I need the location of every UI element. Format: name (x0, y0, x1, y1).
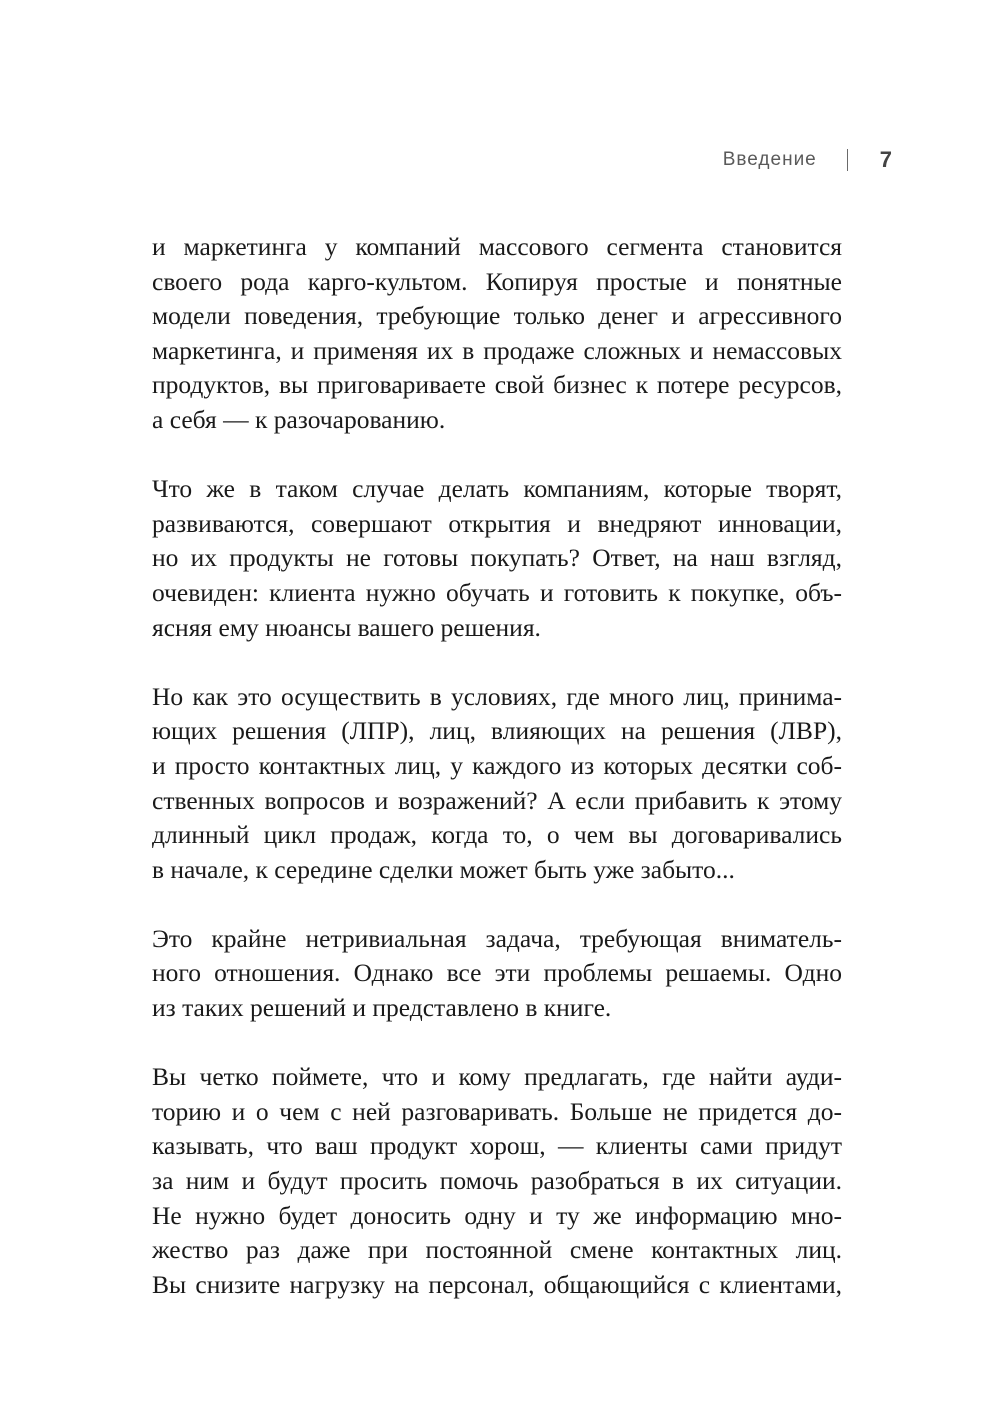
text-line: ного отношения. Однако все эти проблемы решаемы. Одно (152, 958, 842, 988)
text-line: но их продукты не готовы покупать? Ответ, на наш взгляд, (152, 543, 842, 573)
text-line: из таких решений и представлено в книге. (152, 993, 612, 1023)
text-line: Что же в таком случае делать компаниям, которые творят, (152, 474, 842, 504)
text-line: и маркетинга у компаний массового сегмента становится (152, 232, 842, 261)
text-line: а себя — к разочарованию. (152, 404, 446, 434)
text-line: продуктов, вы приговариваете свой бизнес к потере ресурсов, (152, 370, 842, 400)
text-line: модели поведения, требующие только денег и агрессивного (152, 301, 842, 331)
text-line: в начале, к середине сделки может быть уже забыто... (152, 854, 735, 884)
text-line: своего рода карго-культом. Копируя простые и понятные (152, 266, 842, 296)
paragraph-4 (152, 922, 842, 1026)
text-line: ющих решения (ЛПР), лиц, влияющих на решения (ЛВР), (152, 716, 842, 746)
section-title: Введение (722, 149, 817, 170)
text-line: и просто контактных лиц, у каждого из которых десятки соб- (152, 750, 842, 780)
running-head (723, 145, 892, 175)
text-line: Но как это осуществить в условиях, где много лиц, принима- (152, 681, 842, 711)
paragraph-2 (152, 472, 842, 645)
text-line: жество раз даже при постоянной смене контактных лиц. (152, 1235, 842, 1265)
text-line: Не нужно будет доносить одну и ту же информацию мно- (152, 1200, 842, 1230)
text-line: ясняя ему нюансы вашего решения. (152, 612, 541, 642)
text-line: длинный цикл продаж, когда то, о чем вы договаривались (152, 820, 842, 850)
text-line: Вы снизите нагрузку на персонал, общающийся с клиентами, (152, 1269, 842, 1299)
text-line: маркетинга, и применяя их в продаже сложных и немассовых (152, 335, 842, 365)
page-number: 7 (879, 147, 892, 172)
text-line: торию и о чем с ней разговаривать. Больше не придется до- (152, 1096, 842, 1126)
text-line: развиваются, совершают открытия и внедряют инновации, (152, 508, 842, 538)
text-line: ственных вопросов и возражений? А если прибавить к этому (152, 785, 842, 815)
text-line: Вы четко поймете, что и кому предлагать, где найти ауди- (152, 1062, 842, 1092)
text-line: Это крайне нетривиальная задача, требующая вниматель- (152, 923, 842, 953)
body-text (152, 230, 842, 1337)
paragraph-5 (152, 1060, 842, 1302)
header-divider (847, 149, 848, 171)
paragraph-1 (152, 230, 842, 438)
text-line: казывать, что ваш продукт хорош, — клиенты сами придут (152, 1131, 842, 1161)
text-line: очевиден: клиента нужно обучать и готовить к покупке, объ- (152, 577, 842, 607)
paragraph-3 (152, 680, 842, 888)
text-line: за ним и будут просить помочь разобраться в их ситуации. (152, 1166, 842, 1196)
